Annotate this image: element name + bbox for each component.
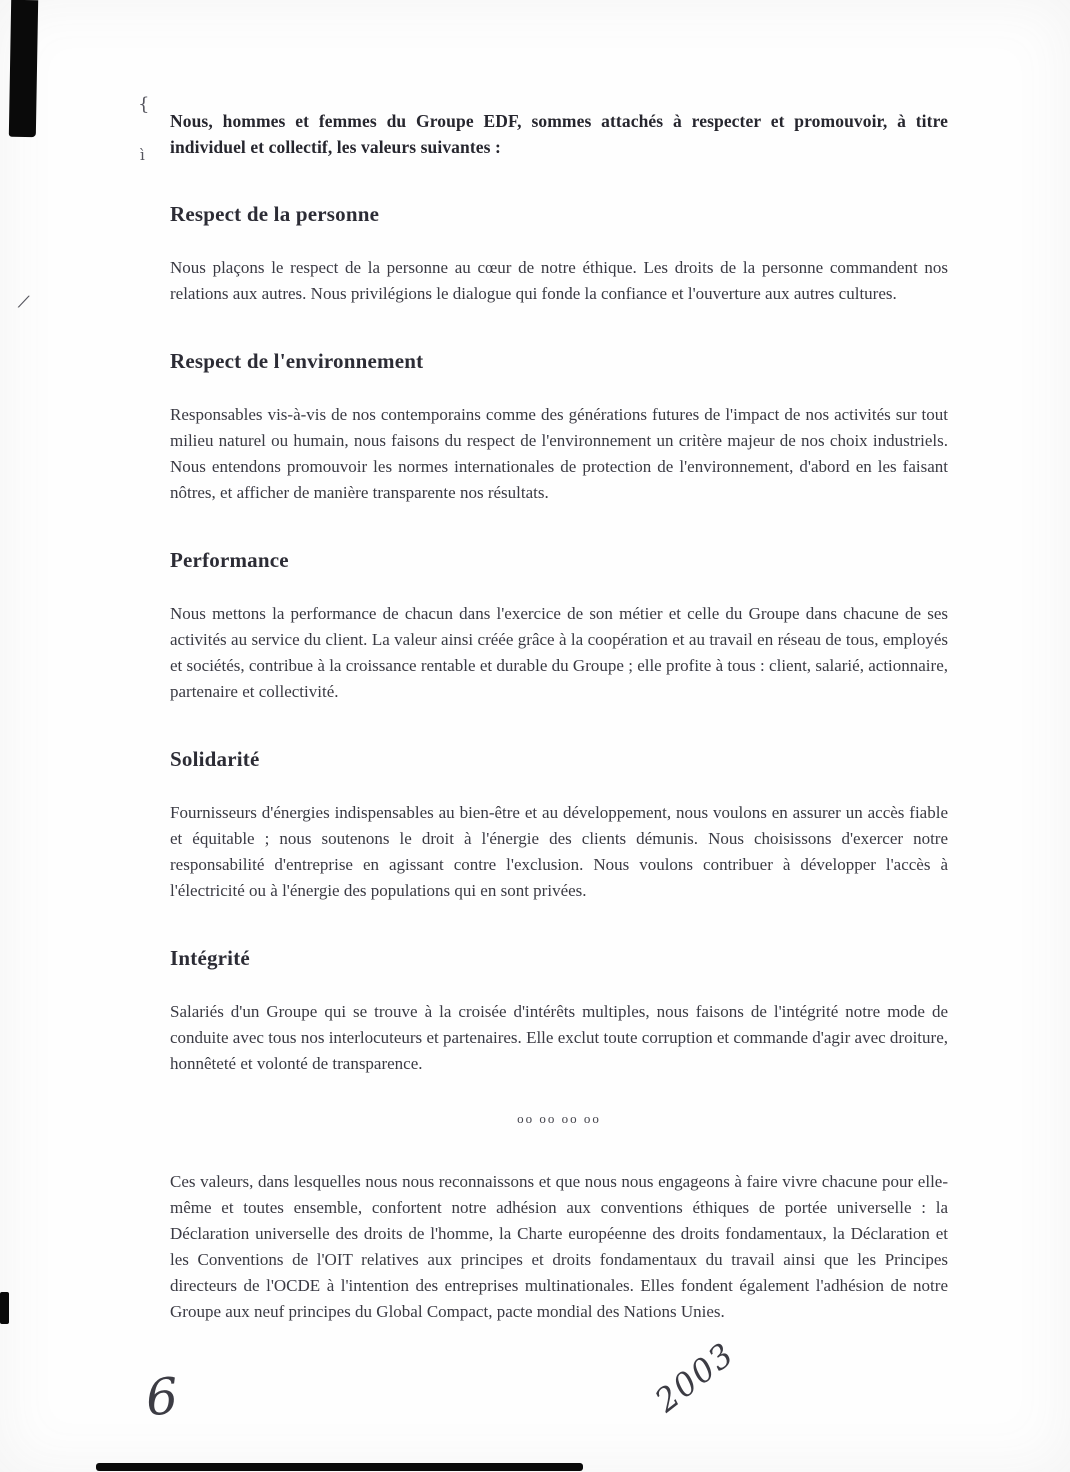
handwritten-page-number: 6 bbox=[144, 1366, 180, 1428]
section-body: Fournisseurs d'énergies indispensables au bien-être et au développement, nous voulons en assurer un accès fiable et équitable ; nous soutenons le droit à l'énergie des clients démunis. Nous choisissons d'exercer notre responsabilité d'entreprise en agissant contre l'exclusion. Nous voulons contribuer à développer l'accès à l'électricité ou à l'énergie des populations qui en sont privées. bbox=[170, 802, 948, 900]
section-respect-personne bbox=[170, 200, 948, 307]
section-body: Responsables vis-à-vis de nos contemporains comme des générations futures de l'impact de nos activités sur tout milieu naturel ou humain, nous faisons du respect de l'environnement un critère majeur de nos choix industriels. Nous entendons promouvoir les normes internationales de protection de l'environnement, d'abord en les faisant nôtres, et afficher de manière transparente nos résultats. bbox=[170, 404, 948, 502]
scan-smudge: { bbox=[138, 94, 150, 115]
section-body: Salariés d'un Groupe qui se trouve à la croisée d'intérêts multiples, nous faisons de l'intégrité notre mode de conduite avec tous nos interlocuteurs et partenaires. Elle exclut toute corruption et commande d'agir avec droiture, honnêteté et volonté de transparence. bbox=[170, 1001, 948, 1073]
section-body: Nous mettons la performance de chacun dans l'exercice de son métier et celle du Groupe dans chacune de ses activités au service du client. La valeur ainsi créée grâce à la coopération et au travail en réseau de tous, employés et sociétés, contribue à la croissance rentable et durable du Groupe ; elle profite à tous : client, salarié, actionnaire, partenaire et collectivité. bbox=[170, 603, 948, 701]
scan-smudge: ì bbox=[140, 146, 145, 164]
section-respect-environnement bbox=[170, 347, 948, 506]
section-heading: Solidarité bbox=[170, 746, 260, 771]
section-integrite bbox=[170, 944, 948, 1077]
section-heading: Respect de la personne bbox=[170, 201, 380, 226]
section-performance bbox=[170, 546, 948, 705]
intro-paragraph: Nous, hommes et femmes du Groupe EDF, sommes attachés à respecter et promouvoir, à titre individuel et collectif, les valeurs suivantes : bbox=[170, 110, 948, 157]
section-heading: Respect de l'environnement bbox=[170, 348, 424, 373]
scan-artifact-top-left-bar bbox=[9, 0, 38, 137]
scan-artifact-bottom-line bbox=[96, 1463, 583, 1471]
section-heading: Intégrité bbox=[170, 945, 250, 970]
section-body: Nous plaçons le respect de la personne au cœur de notre éthique. Les droits de la personne commandent nos relations aux autres. Nous privilégions le dialogue qui fonde la confiance et l'ouverture aux autres cultures. bbox=[170, 257, 948, 303]
section-solidarite bbox=[170, 745, 948, 904]
scan-smudge: ⁄ bbox=[19, 291, 28, 314]
document-content bbox=[170, 90, 948, 1342]
section-heading: Performance bbox=[170, 547, 289, 572]
scan-artifact-left-mark bbox=[0, 1292, 9, 1324]
closing-paragraph: Ces valeurs, dans lesquelles nous nous reconnaissons et que nous nous engageons à faire vivre chacune pour elle-même et toutes ensemble, confortent notre adhésion aux conventions éthiques de portée universelle : la Déclaration universelle des droits de l'homme, la Charte européenne des droits fondamentaux, la Déclaration et les Conventions de l'OIT relatives aux principes et droits fondamentaux du travail ainsi que les Principes directeurs de l'OCDE à l'intention des entreprises multinationales. Elles fondent également l'adhésion de notre Groupe aux neuf principes du Global Compact, pacte mondial des Nations Unies. bbox=[170, 1171, 948, 1321]
section-separator: oo oo oo oo bbox=[517, 1110, 601, 1126]
handwritten-year: 2003 bbox=[647, 1334, 742, 1420]
